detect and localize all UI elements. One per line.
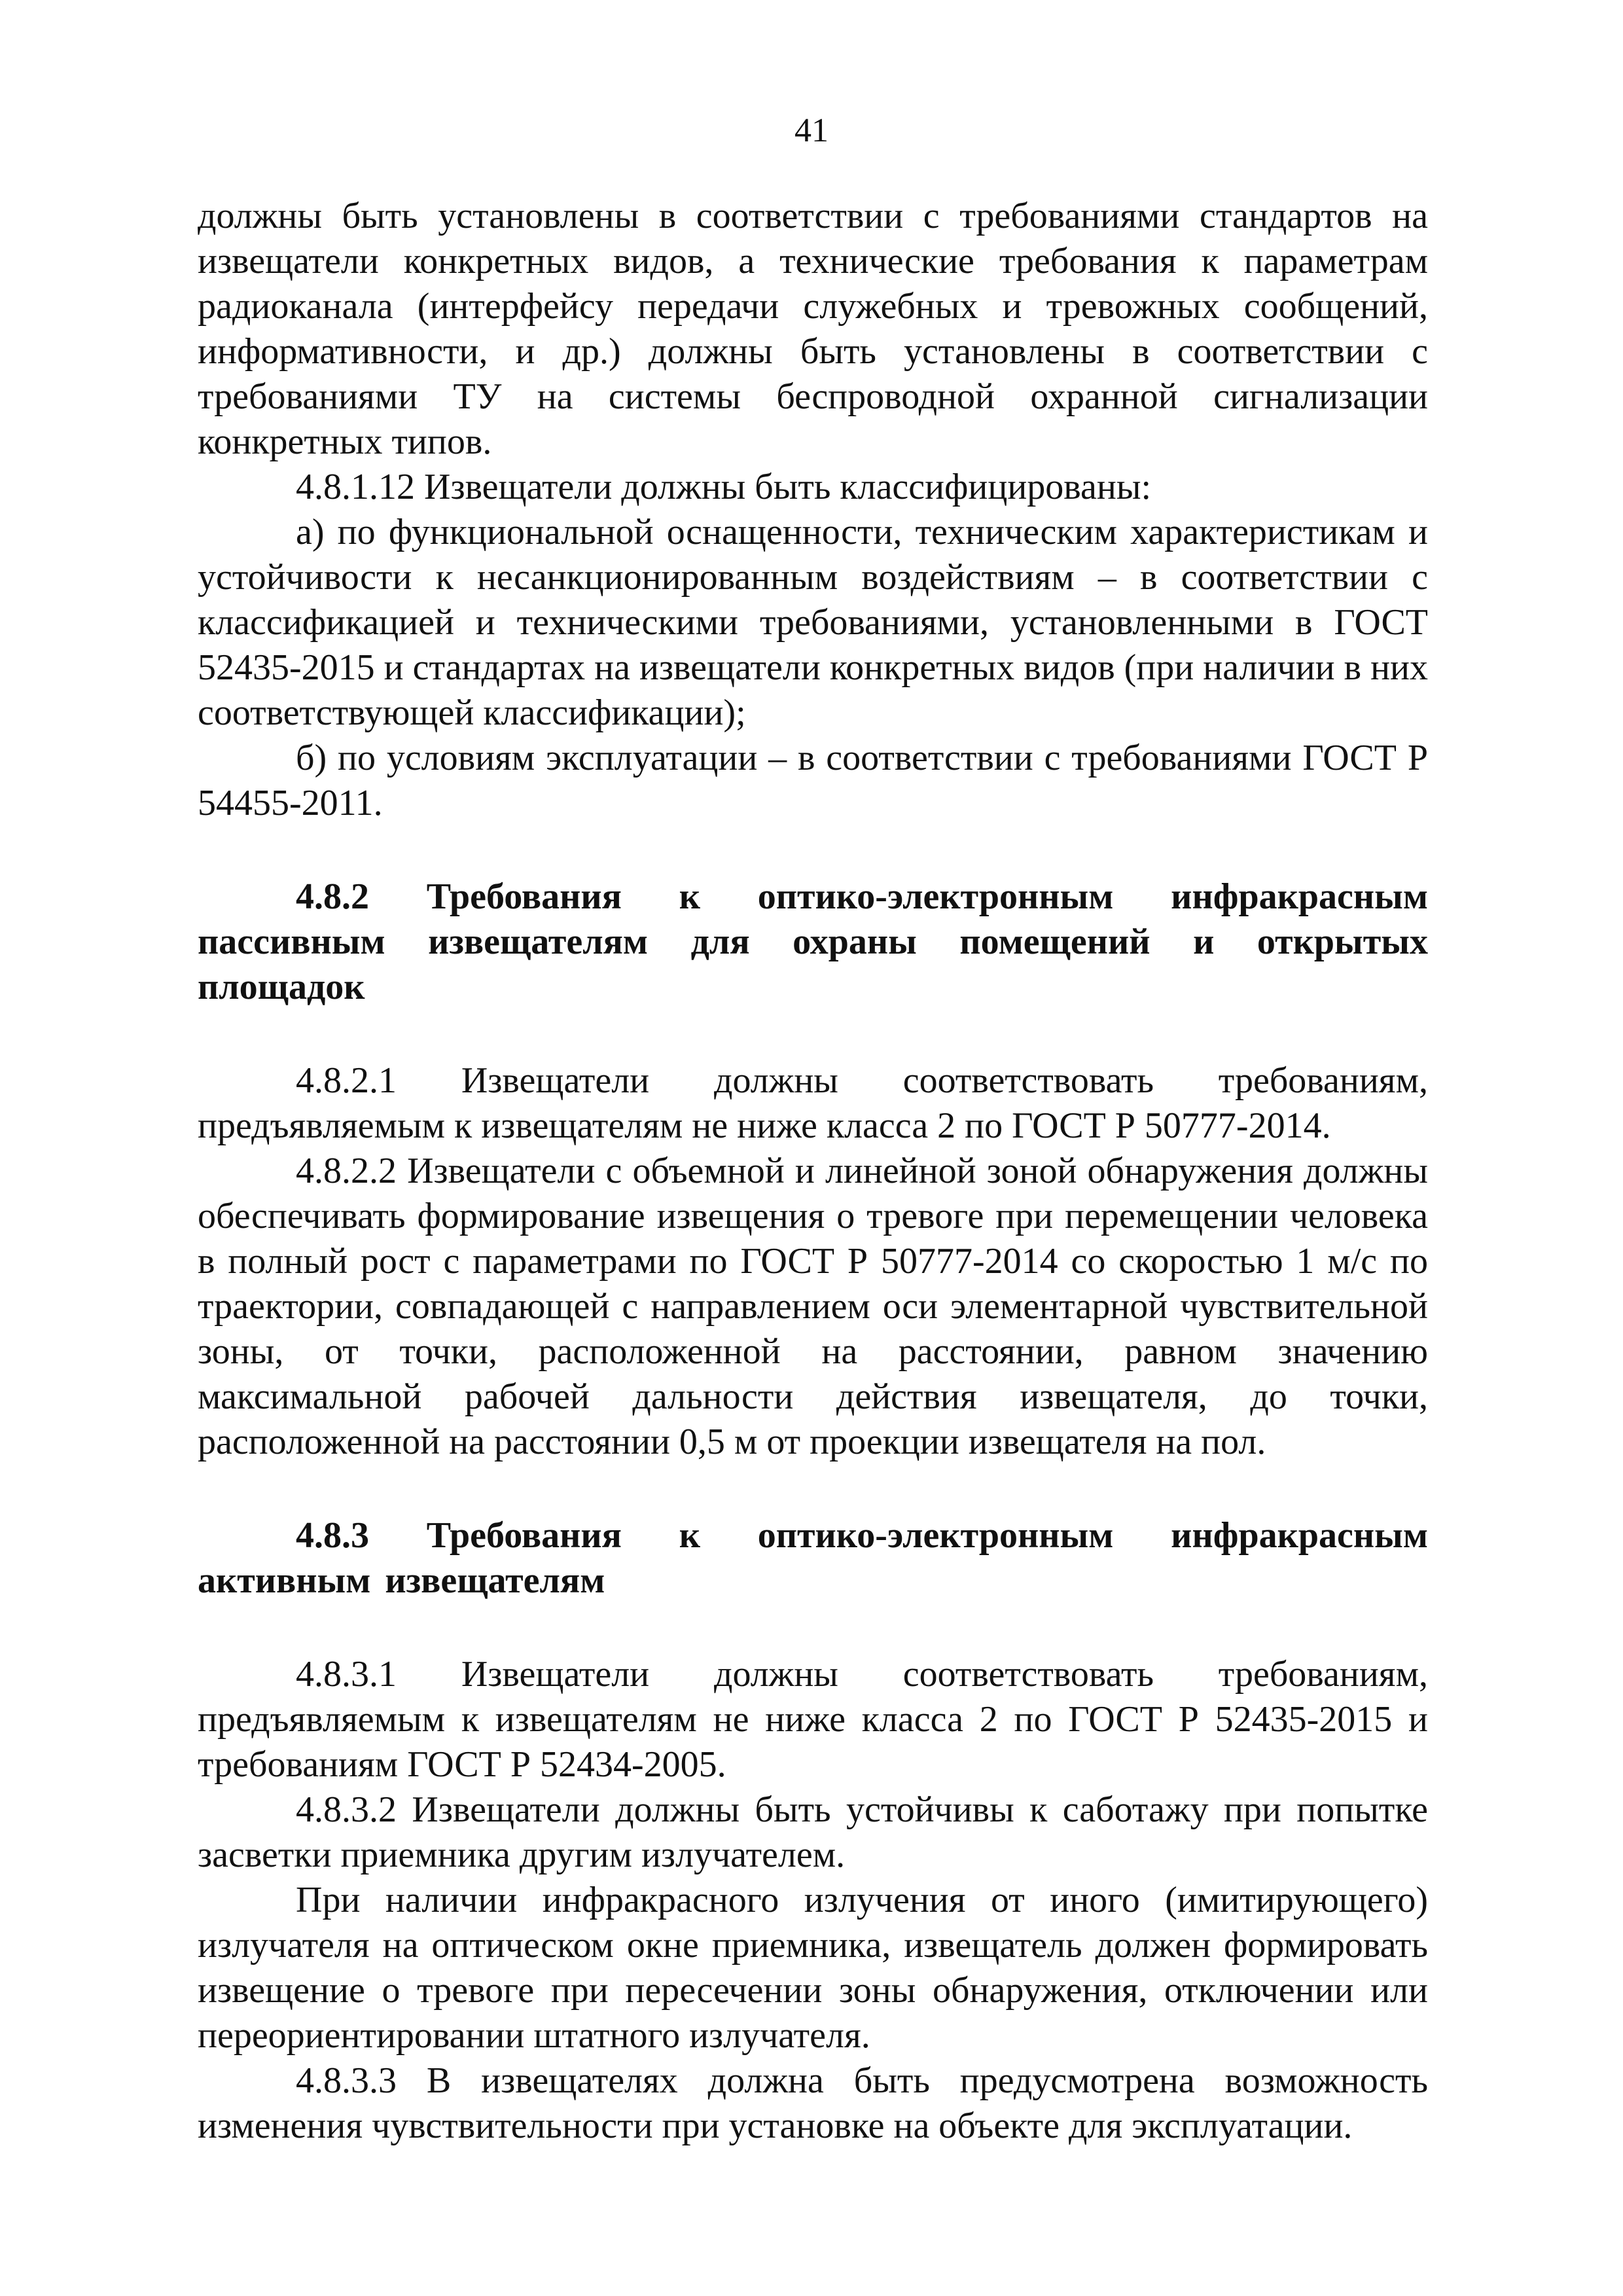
list-item-b: б) по условиям эксплуатации – в соответствии с требованиями ГОСТ Р 54455-2011.	[198, 738, 1428, 823]
paragraph-infrared-emission: При наличии инфракрасного излучения от иного (имитирующего) излучателя на оптическом окне приемника, извещатель должен формировать извещение о тревоге при пересечении зоны обнаружения, отключении или переориентировании штатного излучателя.	[198, 1880, 1428, 2056]
paragraph-4-8-2-2: 4.8.2.2 Извещатели с объемной и линейной зоной обнаружения должны обеспечивать формирование извещения о тревоге при перемещении человека в полный рост с параметрами по ГОСТ Р 50777-2014 со скоростью 1 м/с по траектории, совпадающей с направлением оси элементарной чувствительной зоны, от точки, расположенной на расстоянии, равном значению максимальной рабочей дальности действия извещателя, до точки, расположенной на расстоянии 0,5 м от проекции извещателя на пол.	[198, 1151, 1428, 1462]
paragraph-4-8-3-2: 4.8.3.2 Извещатели должны быть устойчивы к саботажу при попытке засветки приемника другим излучателем.	[198, 1789, 1428, 1875]
paragraph-continuation: должны быть установлены в соответствии с требованиями стандартов на извещатели конкретных видов, а технические требования к параметрам радиоканала (интерфейсу передачи служебных и тревожных сообщений, информативности, и др.) должны быть установлены в соответствии с требованиями ТУ на системы беспроводной охранной сигнализации конкретных типов.	[198, 196, 1428, 462]
page-number: 41	[794, 112, 829, 149]
paragraph-4-8-2-1: 4.8.2.1 Извещатели должны соответствовать требованиям, предъявляемым к извещателям не ниже класса 2 по ГОСТ Р 50777-2014.	[198, 1060, 1428, 1146]
section-heading-4-8-2: 4.8.2 Требования к оптико-электронным инфракрасным пассивным извещателям для охраны помещений и открытых площадок	[198, 876, 1428, 1007]
section-heading-4-8-3: 4.8.3 Требования к оптико-электронным инфракрасным активным извещателям	[198, 1515, 1428, 1601]
page-body	[198, 194, 1428, 2149]
paragraph-4-8-3-1: 4.8.3.1 Извещатели должны соответствовать требованиям, предъявляемым к извещателям не ниже класса 2 по ГОСТ Р 52435-2015 и требованиям ГОСТ Р 52434-2005.	[198, 1654, 1428, 1785]
list-item-a: а) по функциональной оснащенности, техническим характеристикам и устойчивости к несанкционированным воздействиям – в соответствии с классификацией и техническими требованиями, установленными в ГОСТ 52435-2015 и стандартах на извещатели конкретных видов (при наличии в них соответствующей классификации);	[198, 512, 1428, 733]
paragraph-4-8-3-3: 4.8.3.3 В извещателях должна быть предусмотрена возможность изменения чувствительности при установке на объекте для эксплуатации.	[198, 2060, 1428, 2146]
paragraph-4-8-1-12: 4.8.1.12 Извещатели должны быть классифицированы:	[296, 467, 1152, 507]
